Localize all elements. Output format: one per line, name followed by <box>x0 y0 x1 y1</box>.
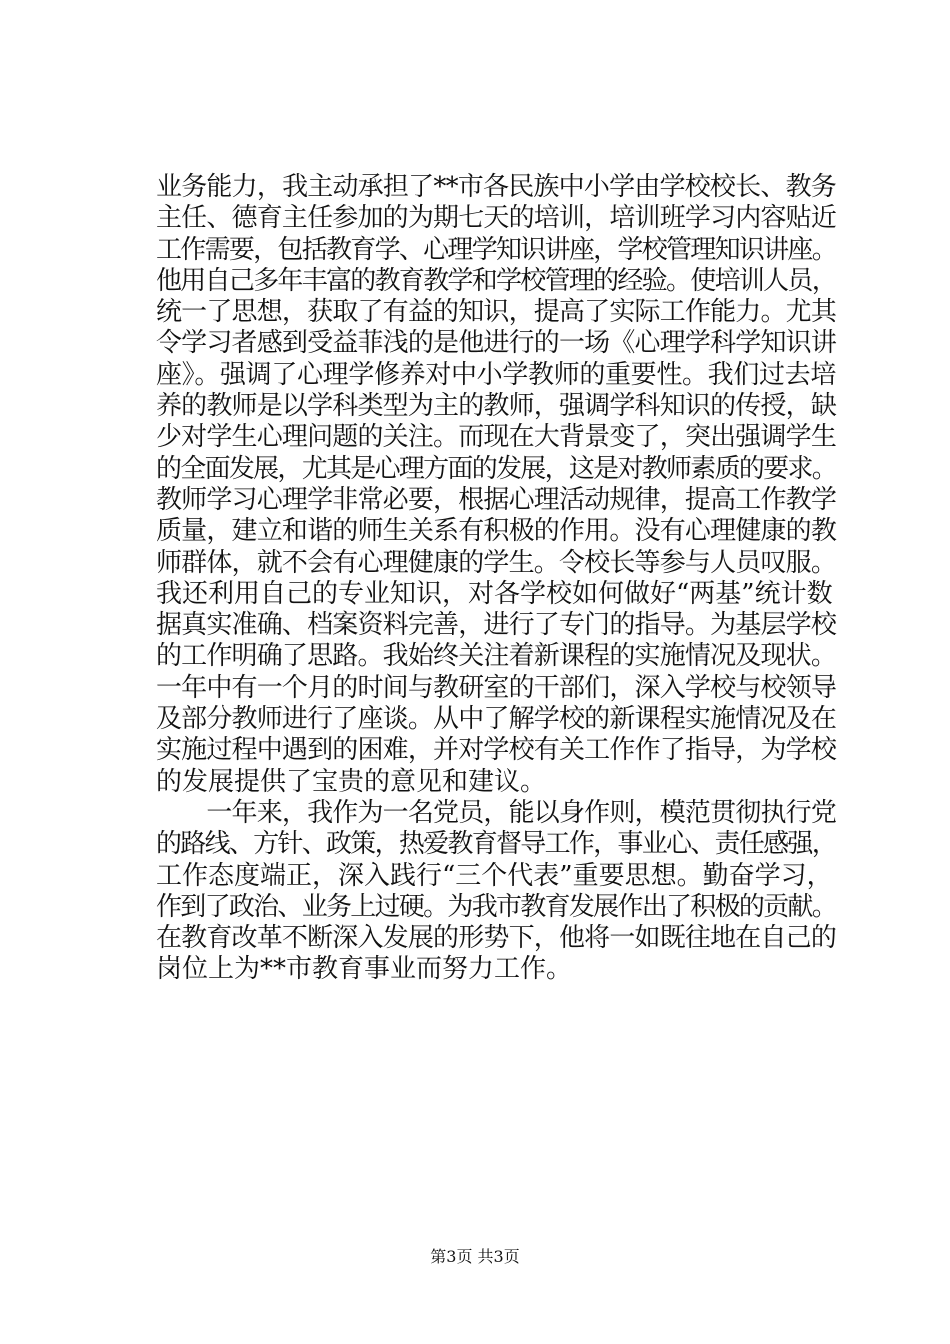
text-line: 工作态度端正，深入践行“三个代表”重要思想。勤奋学习， <box>156 860 833 891</box>
body-text <box>156 172 836 986</box>
text-line: 主任、德育主任参加的为期七天的培训，培训班学习内容贴近 <box>156 203 837 234</box>
text-line: 座》。强调了心理学修养对中小学教师的重要性。我们过去培 <box>156 359 837 390</box>
text-line: 及部分教师进行了座谈。从中了解学校的新课程实施情况及在 <box>156 704 837 735</box>
page-footer: 第3页 共3页 <box>430 1247 520 1266</box>
text-line: 的发展提供了宝贵的意见和建议。 <box>156 766 547 797</box>
text-line: 据真实准确、档案资料完善，进行了专门的指导。为基层学校 <box>156 610 837 641</box>
text-line: 养的教师是以学科类型为主的教师，强调学科知识的传授，缺 <box>156 391 837 422</box>
text-line: 质量，建立和谐的师生关系有积极的作用。没有心理健康的教 <box>156 516 837 547</box>
text-line: 的路线、方针、政策，热爱教育督导工作，事业心、责任感强， <box>156 829 837 860</box>
text-line: 岗位上为**市教育事业而努力工作。 <box>156 954 573 985</box>
text-line: 统一了思想，获取了有益的知识，提高了实际工作能力。尤其 <box>156 297 837 328</box>
text-line: 的工作明确了思路。我始终关注着新课程的实施情况及现状。 <box>156 641 837 672</box>
text-line: 实施过程中遇到的困难，并对学校有关工作作了指导，为学校 <box>156 735 837 766</box>
text-line: 教师学习心理学非常必要，根据心理活动规律，提高工作教学 <box>156 484 837 515</box>
text-line: 的全面发展，尤其是心理方面的发展，这是对教师素质的要求。 <box>156 453 837 484</box>
text-line: 我还利用自己的专业知识，对各学校如何做好“两基”统计数 <box>156 578 833 609</box>
text-line: 在教育改革不断深入发展的形势下，他将一如既往地在自己的 <box>156 923 837 954</box>
text-line: 师群体，就不会有心理健康的学生。令校长等参与人员叹服。 <box>156 547 837 578</box>
text-line: 令学习者感到受益菲浅的是他进行的一场《心理学科学知识讲 <box>156 328 837 359</box>
text-line: 业务能力，我主动承担了**市各民族中小学由学校校长、教务 <box>156 172 837 202</box>
text-line: 一年中有一个月的时间与教研室的干部们，深入学校与校领导 <box>156 672 837 703</box>
text-line: 一年来，我作为一名党员，能以身作则，模范贯彻执行党 <box>156 797 837 828</box>
text-line: 工作需要，包括教育学、心理学知识讲座，学校管理知识讲座。 <box>156 234 837 265</box>
text-line: 作到了政治、业务上过硬。为我市教育发展作出了积极的贡献。 <box>156 891 837 922</box>
text-line: 少对学生心理问题的关注。而现在大背景变了，突出强调学生 <box>156 422 837 453</box>
text-line: 他用自己多年丰富的教育教学和学校管理的经验。使培训人员， <box>156 265 837 296</box>
